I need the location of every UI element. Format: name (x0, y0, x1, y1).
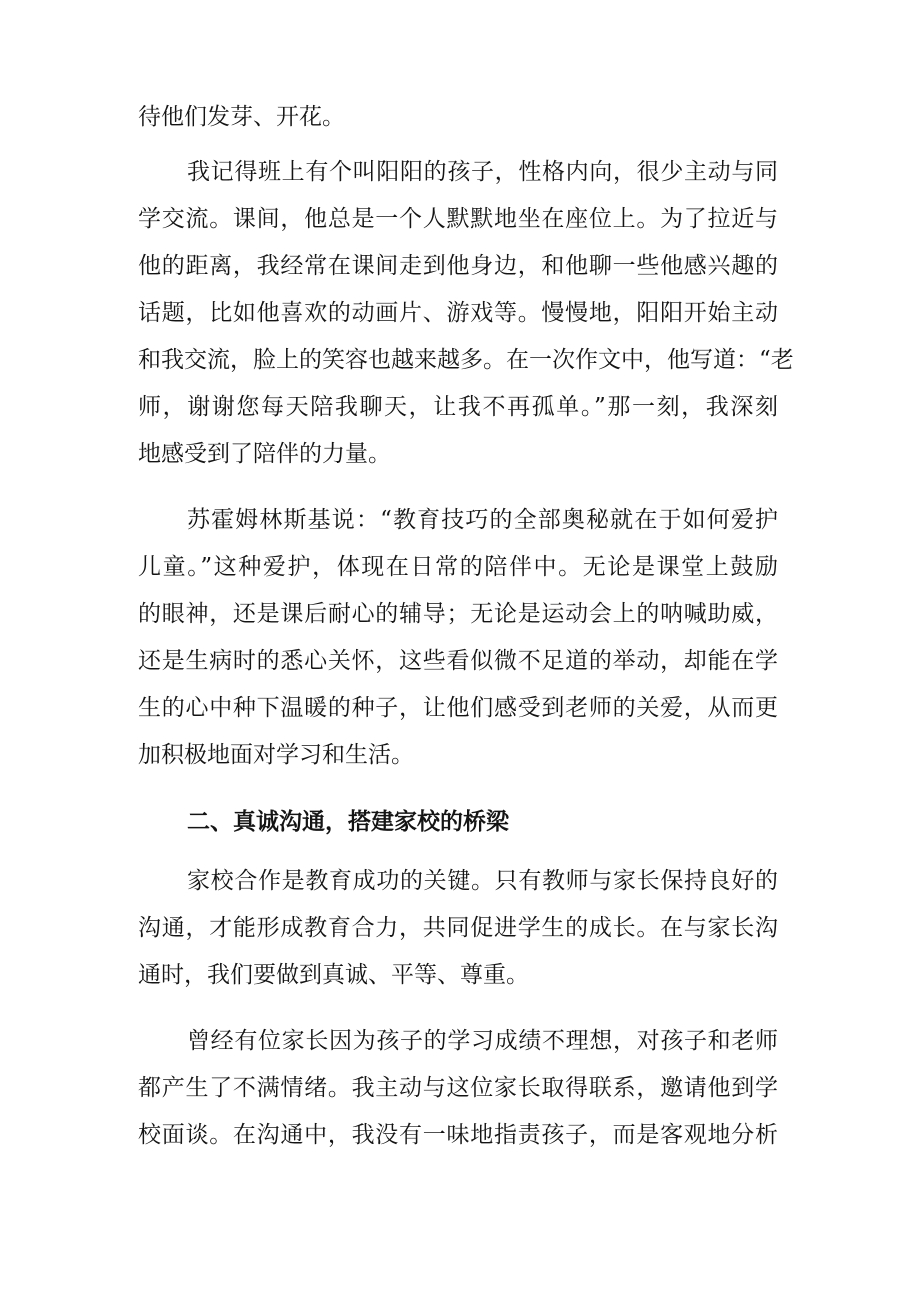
paragraph-line: 待他们发芽、开花。 (138, 104, 345, 130)
paragraph-line: 沟通，才能形成教育合力，共同促进学生的成长。在与家长沟 (138, 915, 778, 941)
paragraph-line: 通时，我们要做到真诚、平等、尊重。 (138, 962, 529, 988)
paragraph-line: 家校合作是教育成功的关键。只有教师与家长保持良好的 (187, 868, 778, 894)
paragraph-line: 校面谈。在沟通中，我没有一味地指责孩子，而是客观地分析 (138, 1122, 778, 1148)
section-heading: 二、真诚沟通，搭建家校的桥梁 (187, 809, 509, 835)
paragraph-line: 曾经有位家长因为孩子的学习成绩不理想，对孩子和老师 (187, 1028, 778, 1054)
paragraph-line: 话题，比如他喜欢的动画片、游戏等。慢慢地，阳阳开始主动 (138, 300, 778, 326)
paragraph-line: 都产生了不满情绪。我主动与这位家长取得联系，邀请他到学 (138, 1075, 778, 1101)
paragraph-line: 生的心中种下温暖的种子，让他们感受到老师的关爱，从而更 (138, 695, 778, 721)
paragraph-line: 还是生病时的悉心关怀，这些看似微不足道的举动，却能在学 (138, 648, 778, 674)
paragraph-line: 儿童。”这种爱护，体现在日常的陪伴中。无论是课堂上鼓励 (138, 554, 778, 580)
paragraph-line: 的眼神，还是课后耐心的辅导；无论是运动会上的呐喊助威， (138, 601, 778, 627)
paragraph-line: 地感受到了陪伴的力量。 (138, 441, 391, 467)
paragraph-line: 我记得班上有个叫阳阳的孩子，性格内向，很少主动与同 (187, 159, 778, 185)
paragraph-line: 他的距离，我经常在课间走到他身边，和他聊一些他感兴趣的 (138, 253, 778, 279)
paragraph-line: 苏霍姆林斯基说：“教育技巧的全部奥秘就在于如何爱护 (187, 507, 778, 533)
paragraph-line: 加积极地面对学习和生活。 (138, 742, 414, 768)
paragraph-line: 和我交流，脸上的笑容也越来越多。在一次作文中，他写道：“老 (138, 347, 794, 373)
paragraph-line: 师，谢谢您每天陪我聊天，让我不再孤单。”那一刻，我深刻 (138, 394, 778, 420)
paragraph-line: 学交流。课间，他总是一个人默默地坐在座位上。为了拉近与 (138, 206, 778, 232)
